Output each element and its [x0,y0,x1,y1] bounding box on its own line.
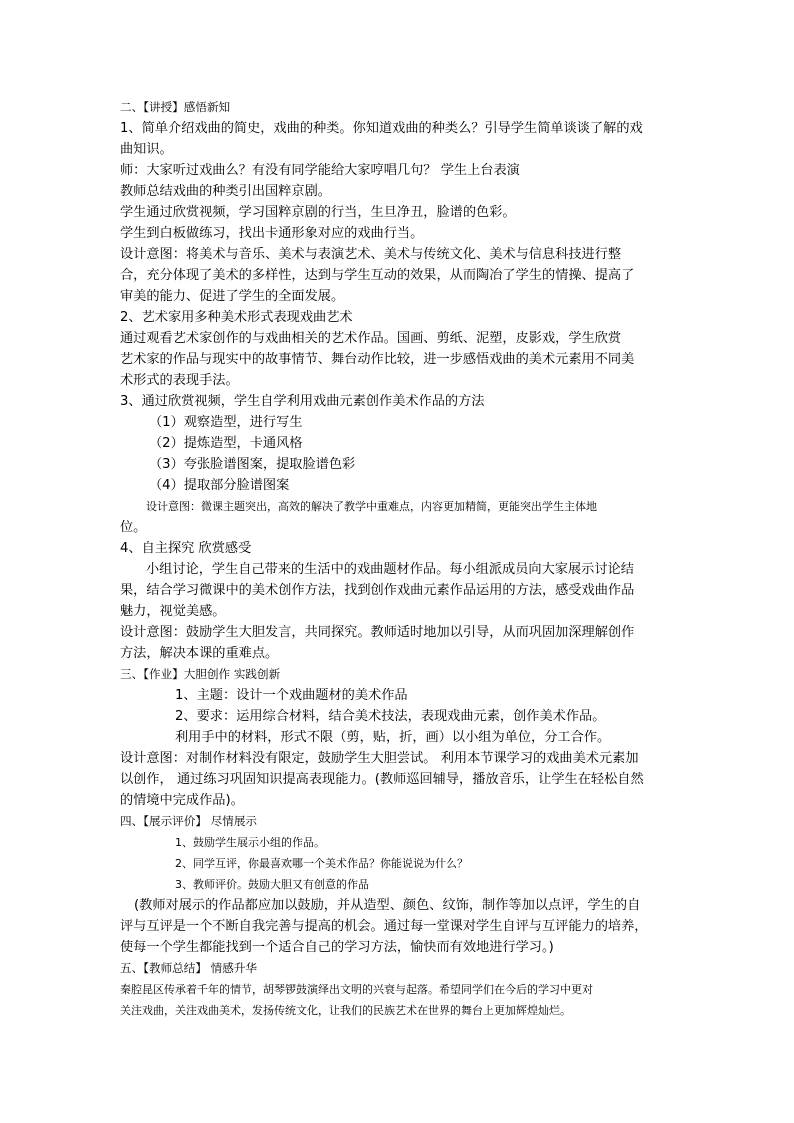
paragraph-line: 秦腔昆区传承着千年的情节，胡琴锣鼓演绎出文明的兴衰与起落。希望同学们在今后的学习中更对 [120,983,593,996]
paragraph-line: 3、通过欣赏视频，学生自学利用戏曲元素创作美术作品的方法 [120,394,485,409]
paragraph-line: 的情境中完成作品)。 [120,793,244,808]
list-item: （4）提取部分脸谱图案 [149,478,290,493]
paragraph-line: 通过观看艺术家创作的与戏曲相关的艺术作品。国画、剪纸、泥塑，皮影戏，学生欣赏 [120,331,622,346]
paragraph-line: 魅力，视觉美感。 [120,604,226,619]
paragraph-line: 利用手中的材料，形式不限（剪，贴，折，画）以小组为单位，分工合作。 [175,730,611,745]
paragraph-line: 教师总结戏曲的种类引出国粹京剧。 [120,184,331,199]
paragraph-line: 使每一个学生都能找到一个适合自己的学习方法，愉快而有效地进行学习。) [120,940,554,955]
list-item: 1、鼓励学生展示小组的作品。 [175,836,325,849]
paragraph-line: (教师对展示的作品都应加以鼓励，并从造型、颜色、纹饰，制作等加以点评，学生的自 [134,898,641,913]
paragraph-line: 方法，解决本课的重难点。 [120,646,279,661]
paragraph-line: 学生通过欣赏视频，学习国粹京剧的行当，生旦净丑，脸谱的色彩。 [120,205,516,220]
paragraph-line: 审美的能力、促进了学生的全面发展。 [120,289,345,304]
section-3-heading: 三、【作业】大胆创作 实践创新 [120,667,281,681]
section-4-heading: 四、【展示评价】 尽情展示 [120,814,258,828]
paragraph-line: 关注戏曲，关注戏曲美术，发扬传统文化，让我们的民族艺术在世界的舞台上更加辉煌灿烂。 [120,1004,571,1017]
list-item: （1）观察造型，进行写生 [149,415,303,430]
paragraph-line: 以创作， 通过练习巩固知识提高表现能力。(教师巡回辅导，播放音乐，让学生在轻松自然 [120,772,644,787]
list-item: 1、主题：设计一个戏曲题材的美术作品 [175,688,408,703]
paragraph-line: 师：大家听过戏曲么？有没有同学能给大家哼唱几句？ 学生上台表演 [120,163,520,178]
paragraph-line: 小组讨论，学生自己带来的生活中的戏曲题材作品。每小组派成员向大家展示讨论结 [146,562,634,577]
list-item: 2、同学互评，你最喜欢哪一个美术作品？你能说说为什么？ [175,857,468,870]
paragraph-line: 艺术家的作品与现实中的故事情节、舞台动作比较，进一步感悟戏曲的美术元素用不同美 [120,352,635,367]
paragraph-line: 4、自主探究 欣赏感受 [120,541,252,556]
list-item: （3）夸张脸谱图案，提取脸谱色彩 [149,457,356,472]
paragraph-line: 学生到白板做练习，找出卡通形象对应的戏曲行当。 [120,226,424,241]
list-item: （2）提炼造型，卡通风格 [149,436,303,451]
paragraph-line: 评与互评是一个不断自我完善与提高的机会。通过每一堂课对学生自评与互评能力的培养， [120,919,648,934]
paragraph-line: 术形式的表现手法。 [120,373,239,388]
list-item: 3、教师评价。鼓励大胆又有创意的作品 [175,878,369,891]
paragraph-line: 位。 [120,520,147,535]
paragraph-line: 设计意图：微课主题突出，高效的解决了教学中重难点，内容更加精简，更能突出学生主体地 [146,500,597,513]
paragraph-line: 曲知识。 [120,142,173,157]
paragraph-line: 果，结合学习微课中的美术创作方法，找到创作戏曲元素作品运用的方法，感受戏曲作品 [120,583,635,598]
paragraph-line: 设计意图：对制作材料没有限定，鼓励学生大胆尝试。 利用本节课学习的戏曲美术元素加 [120,751,639,766]
section-2-heading: 二、【讲授】感悟新知 [120,100,231,114]
paragraph-line: 设计意图：将美术与音乐、美术与表演艺术、美术与传统文化、美术与信息科技进行整 [120,247,622,262]
paragraph-line: 合，充分体现了美术的多样性，达到与学生互动的效果，从而陶冶了学生的情操、提高了 [120,268,635,283]
paragraph-line: 2、艺术家用多种美术形式表现戏曲艺术 [120,310,353,325]
paragraph-line: 设计意图：鼓励学生大胆发言，共同探究。教师适时地加以引导，从而巩固加深理解创作 [120,625,635,640]
section-5-heading: 五、【教师总结】 情感升华 [120,961,258,975]
paragraph-line: 1、简单介绍戏曲的简史，戏曲的种类。你知道戏曲的种类么？引导学生简单谈谈了解的戏 [120,121,643,136]
list-item: 2、要求：运用综合材料，结合美术技法，表现戏曲元素，创作美术作品。 [175,709,606,724]
